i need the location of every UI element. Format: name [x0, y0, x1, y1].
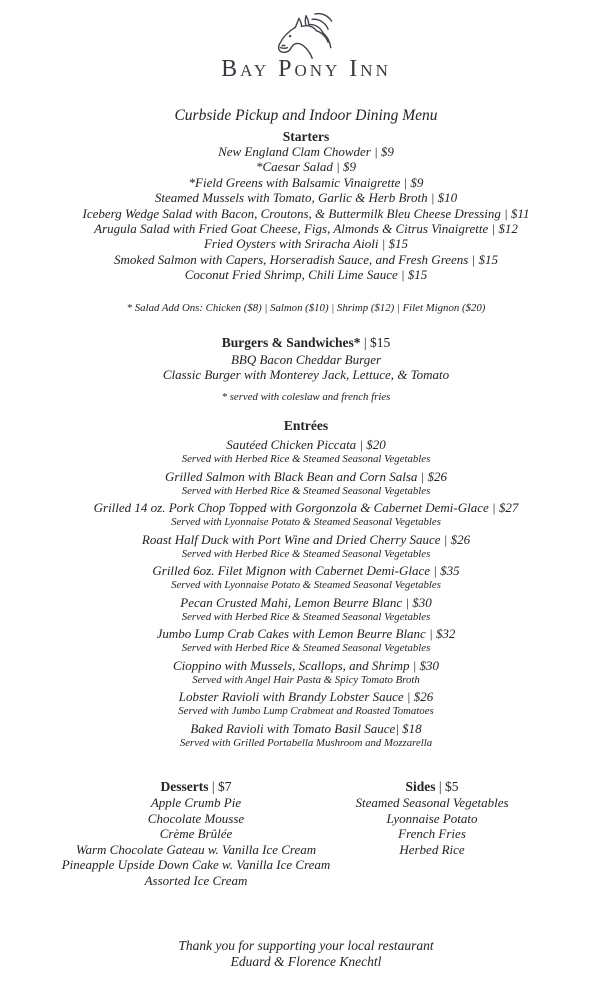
entree-name: Grilled 6oz. Filet Mignon with Cabernet Demi-Glace | $35 [152, 563, 460, 579]
menu-item: French Fries [398, 826, 466, 842]
desserts-heading-label: Desserts [160, 779, 209, 795]
entree-name: Roast Half Duck with Port Wine and Dried Cherry Sauce | $26 [141, 531, 471, 547]
menu-item: Smoked Salmon with Capers, Horseradish Sauce, and Fresh Greens | $15 [114, 251, 498, 267]
entree-name: Grilled Salmon with Black Bean and Corn Salsa | $26 [165, 468, 447, 484]
menu-item: Iceberg Wedge Salad with Bacon, Croutons, & Buttermilk Bleu Cheese Dressing | $11 [82, 205, 530, 221]
entree-note: Served with Herbed Rice & Steamed Seasonal Vegetables [181, 610, 431, 623]
menu-item: *Caesar Salad | $9 [256, 159, 356, 175]
entree-name: Pecan Crusted Mahi, Lemon Beurre Blanc | $30 [180, 594, 432, 610]
entree-item [0, 532, 612, 561]
menu-item: Fried Oysters with Sriracha Aioli | $15 [203, 236, 409, 252]
entree-name: Jumbo Lump Crab Cakes with Lemon Beurre Blanc | $32 [156, 626, 456, 642]
sides-heading [318, 779, 546, 794]
entree-note: Served with Herbed Rice & Steamed Seasonal Vegetables [181, 642, 431, 655]
entrees-list [0, 437, 612, 749]
menu-item: Lyonnaise Potato [386, 810, 478, 826]
entree-item [0, 689, 612, 718]
entree-note: Served with Herbed Rice & Steamed Seasonal Vegetables [181, 484, 431, 497]
menu-item: Pineapple Upside Down Cake w. Vanilla Ice Cream [61, 857, 331, 873]
menu-item: Crème Brûlée [159, 826, 233, 842]
entree-name: Cioppino with Mussels, Scallops, and Shrimp | $30 [172, 657, 440, 673]
sides-heading-label: Sides [405, 779, 436, 795]
horse-head-icon [266, 7, 346, 60]
entree-note: Served with Herbed Rice & Steamed Seasonal Vegetables [181, 547, 431, 560]
entree-note: Served with Angel Hair Pasta & Spicy Tomato Broth [192, 673, 420, 686]
restaurant-name: Bay Pony Inn [221, 56, 391, 82]
menu-item: Chocolate Mousse [147, 810, 245, 826]
footer-owners: Eduard & Florence Knechtl [230, 953, 382, 969]
entree-item [0, 595, 612, 624]
menu-item: New England Clam Chowder | $9 [218, 144, 394, 159]
entree-item [0, 658, 612, 687]
starters-list [0, 144, 612, 283]
menu-item: Classic Burger with Monterey Jack, Lettuce, & Tomato [162, 367, 450, 383]
menu-title: Curbside Pickup and Indoor Dining Menu [174, 107, 438, 124]
salad-addons-note: * Salad Add Ons: Chicken ($8) | Salmon ($10) | Shrimp ($12) | Filet Mignon ($20) [126, 301, 486, 314]
starters-heading: Starters [282, 129, 330, 144]
burgers-heading [0, 335, 612, 350]
burgers-heading-label: Burgers & Sandwiches* [221, 334, 361, 350]
menu-item: Apple Crumb Pie [150, 795, 242, 811]
menu-item: Coconut Fried Shrimp, Chili Lime Sauce | $15 [184, 267, 428, 283]
burgers-price: | $15 [363, 334, 391, 350]
entree-note: Served with Jumbo Lump Crabmeat and Roasted Tomatoes [178, 705, 434, 718]
desserts-price: | $7 [211, 779, 232, 795]
menu-item: Herbed Rice [399, 841, 465, 857]
entree-note: Served with Herbed Rice & Steamed Seasonal Vegetables [181, 453, 431, 466]
desserts-sides-section [0, 779, 612, 891]
entree-item [0, 437, 612, 466]
entree-name: Baked Ravioli with Tomato Basil Sauce| $18 [190, 720, 422, 736]
entree-item [0, 500, 612, 529]
footer-thanks: Thank you for supporting your local restaurant [178, 938, 434, 953]
menu-item: Warm Chocolate Gateau w. Vanilla Ice Cream [75, 841, 317, 857]
burgers-note: * served with coleslaw and french fries [221, 391, 391, 404]
entrees-heading: Entrées [283, 418, 329, 434]
entree-note: Served with Lyonnaise Potato & Steamed Seasonal Vegetables [171, 516, 441, 529]
menu-item: *Field Greens with Balsamic Vinaigrette | $9 [188, 174, 424, 190]
menu-item: Arugula Salad with Fried Goat Cheese, Figs, Almonds & Citrus Vinaigrette | $12 [94, 221, 518, 237]
entree-note: Served with Grilled Portabella Mushroom and Mozzarella [179, 736, 433, 749]
menu-item: Assorted Ice Cream [144, 872, 248, 888]
menu-item: Steamed Mussels with Tomato, Garlic & Herb Broth | $10 [154, 190, 458, 206]
sides-price: | $5 [438, 779, 459, 795]
entree-item [0, 626, 612, 655]
restaurant-logo [0, 0, 612, 80]
footer [0, 938, 612, 969]
entree-note: Served with Lyonnaise Potato & Steamed Seasonal Vegetables [171, 579, 441, 592]
sides-column [318, 779, 546, 857]
entree-name: Lobster Ravioli with Brandy Lobster Sauce | $26 [178, 689, 434, 705]
entree-item [0, 469, 612, 498]
entree-name: Sautéed Chicken Piccata | $20 [226, 437, 386, 453]
burgers-list [0, 352, 612, 383]
menu-item: BBQ Bacon Cheddar Burger [230, 351, 382, 367]
entree-item [0, 563, 612, 592]
entree-item [0, 721, 612, 750]
entree-name: Grilled 14 oz. Pork Chop Topped with Gorgonzola & Cabernet Demi-Glace | $27 [93, 500, 519, 516]
menu-item: Steamed Seasonal Vegetables [355, 795, 509, 811]
